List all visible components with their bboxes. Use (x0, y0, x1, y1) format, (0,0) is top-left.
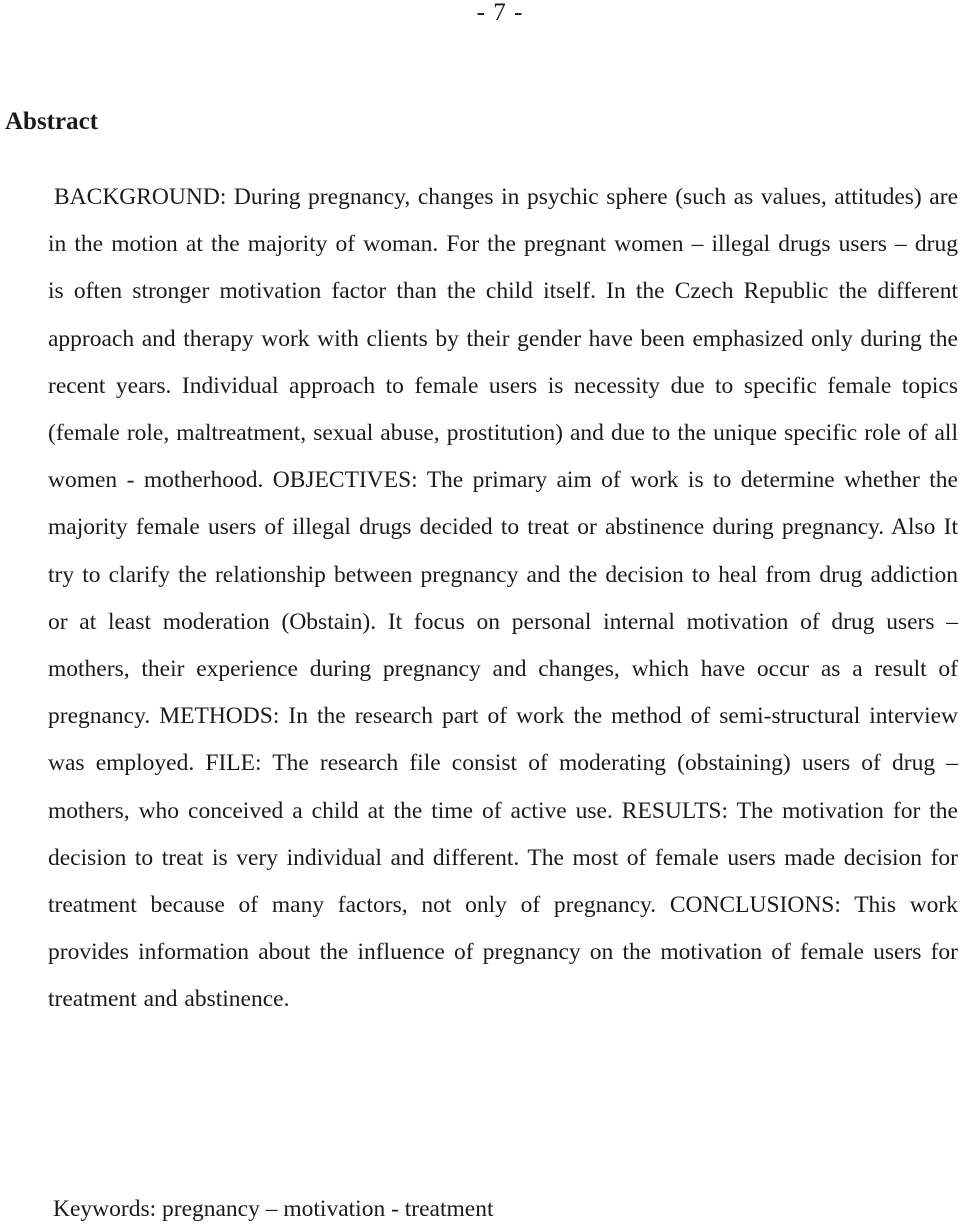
abstract-body: BACKGROUND: During pregnancy, changes in psychic sphere (such as values, attitudes) are in the motion at the majority of woman. For the pregnant women – illegal drugs users – drug is often stronger motivation factor than the child itself. In the Czech Republic the different approach and therapy work with clients by their gender have been emphasized only during the recent years. Individual approach to female users is necessity due to specific female topics (female role, maltreatment, sexual abuse, prostitution) and due to the unique specific role of all women - motherhood. OBJECTIVES: The primary aim of work is to determine whether the majority female users of illegal drugs decided to treat or abstinence during pregnancy. Also It try to clarify the relationship between pregnancy and the decision to heal from drug addiction or at least moderation (Obstain). It focus on personal internal motivation of drug users – mothers, their experience during pregnancy and changes, which have occur as a result of pregnancy. METHODS: In the research part of work the method of semi-structural interview was employed. FILE: The research file consist of moderating (obstaining) users of drug – mothers, who conceived a child at the time of active use. RESULTS: The motivation for the decision to treat is very individual and different. The most of female users made decision for treatment because of many factors, not only of pregnancy. CONCLUSIONS: This work provides information about the influence of pregnancy on the motivation of female users for treatment and abstinence. (48, 184, 958, 1013)
abstract-heading: Abstract (5, 108, 99, 135)
keywords-line: Keywords: pregnancy – motivation - treatment (53, 1196, 494, 1222)
page-number: - 7 - (476, 0, 524, 26)
